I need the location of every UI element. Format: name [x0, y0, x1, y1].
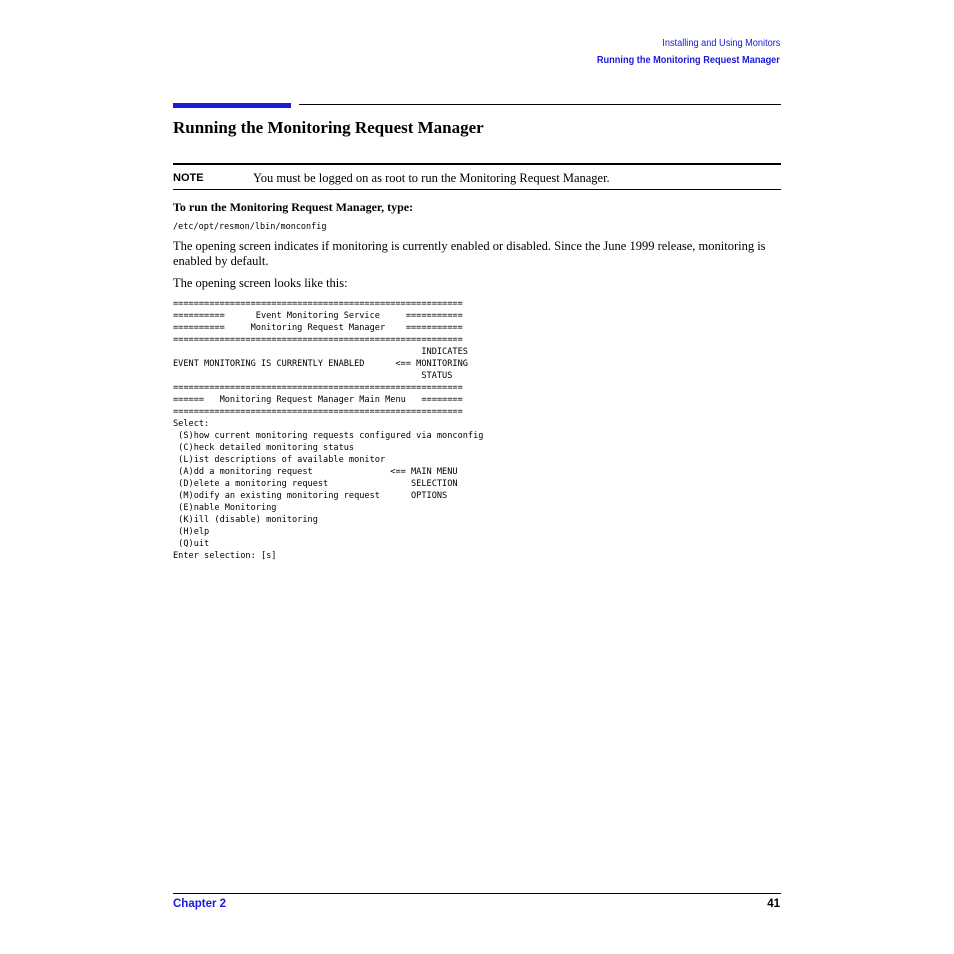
- note-top-rule: [173, 163, 781, 165]
- page-number: 41: [767, 898, 780, 910]
- running-header-section: Installing and Using Monitors: [661, 38, 780, 49]
- screen-line: (M)odify an existing monitoring request OPTIONS: [173, 491, 448, 501]
- screen-line: ========================================================: [173, 383, 463, 393]
- note-label: NOTE: [173, 172, 204, 184]
- footer-chapter: Chapter 2: [173, 898, 227, 910]
- screen-line: (S)how current monitoring requests configured via monconfig: [173, 431, 484, 441]
- screen-line: STATUS: [173, 371, 453, 381]
- note-text: You must be logged on as root to run the Monitoring Request Manager.: [253, 171, 610, 185]
- screen-line: Enter selection: [s]: [173, 551, 277, 561]
- screen-line: (Q)uit: [173, 539, 210, 549]
- section-accent-bar: [173, 103, 291, 108]
- section-divider: [299, 104, 781, 105]
- screen-line: ========================================================: [173, 335, 463, 345]
- command-path: /etc/opt/resmon/lbin/monconfig: [173, 222, 327, 232]
- body-paragraph: The opening screen indicates if monitoring is currently enabled or disabled. Since the June 1999 release, monitoring is enabled by default.: [173, 239, 766, 268]
- screen-line: ====== Monitoring Request Manager Main Menu ========: [173, 395, 463, 405]
- screen-line: (D)elete a monitoring request SELECTION: [173, 479, 458, 489]
- screen-line: (E)nable Monitoring: [173, 503, 277, 513]
- screen-line: Select:: [173, 419, 210, 429]
- page-title: Running the Monitoring Request Manager: [173, 118, 484, 137]
- screen-line: (L)ist descriptions of available monitor: [173, 455, 386, 465]
- screen-line: (H)elp: [173, 527, 210, 537]
- screen-line: ========== Monitoring Request Manager ===========: [173, 323, 463, 333]
- body-paragraph: The opening screen looks like this:: [173, 276, 348, 290]
- screen-line: (K)ill (disable) monitoring: [173, 515, 318, 525]
- footer-rule: [173, 893, 781, 894]
- screen-line: ========== Event Monitoring Service ===========: [173, 311, 463, 321]
- note-bottom-rule: [173, 189, 781, 190]
- screen-line: (A)dd a monitoring request <== MAIN MENU: [173, 467, 458, 477]
- screen-line: EVENT MONITORING IS CURRENTLY ENABLED <== MONITORING: [173, 359, 468, 369]
- screen-line: INDICATES: [173, 347, 468, 357]
- screen-line: ========================================================: [173, 299, 463, 309]
- running-header-subsection: Running the Monitoring Request Manager: [597, 55, 780, 66]
- procedure-heading: To run the Monitoring Request Manager, type:: [173, 200, 414, 214]
- screen-line: (C)heck detailed monitoring status: [173, 443, 355, 453]
- screen-line: ========================================================: [173, 407, 463, 417]
- terminal-screen-listing: [173, 298, 483, 562]
